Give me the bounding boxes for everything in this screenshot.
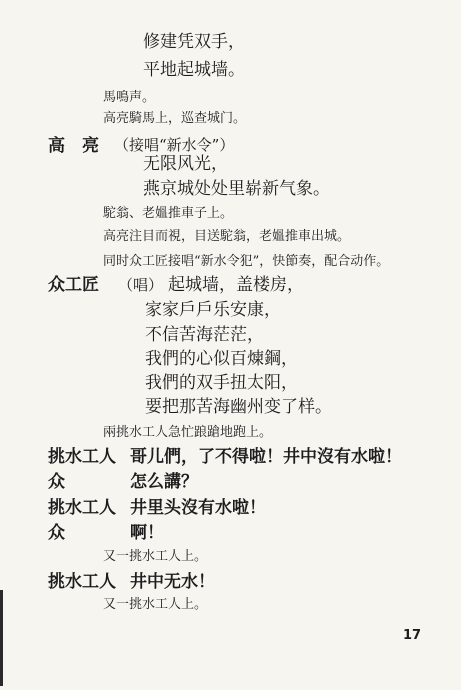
speaker-name: 挑水工人 <box>48 572 116 592</box>
verse-line: 无限风光， <box>143 154 228 174</box>
dialogue-line: 哥儿們，了不得啦！井中沒有水啦！ <box>130 447 402 467</box>
verse-line: 不信苦海茫茫， <box>145 325 264 345</box>
verse-line: 要把那苦海幽州变了样。 <box>145 397 332 417</box>
verse-line: 燕京城处处里崭新气象。 <box>143 179 330 199</box>
speaker-name: 众 <box>48 472 65 492</box>
verse-line: 平地起城墙。 <box>143 60 245 80</box>
stage-direction: 又一挑水工人上。 <box>103 597 208 612</box>
verse-line: 修建凭双手， <box>143 32 245 52</box>
verse-line: 我們的双手扭太阳， <box>145 373 298 393</box>
verse-line: 起城墙，盖楼房， <box>168 275 304 295</box>
dialogue-line: 怎么講？ <box>130 472 198 492</box>
dialogue-line: 井中无水！ <box>130 572 215 592</box>
stage-direction: 馬鳴声。 <box>103 90 156 105</box>
singing-cue: （接唱“新水令”） <box>114 136 235 154</box>
stage-direction: 高亮注目而視，目送駝翁，老媼推車出城。 <box>103 229 351 244</box>
speaker-name: 众工匠 <box>48 275 99 295</box>
verse-line: 我們的心似百煉鋼， <box>145 349 298 369</box>
stage-direction: 同时众工匠接唱“新水令犯”，快節奏，配合动作。 <box>103 254 390 269</box>
stage-direction: 又一挑水工人上。 <box>103 549 208 564</box>
verse-line: 家家戶戶乐安康， <box>145 300 281 320</box>
page-edge-mark <box>0 590 3 686</box>
speaker-name: 挑水工人 <box>48 447 116 467</box>
stage-direction: 高亮騎馬上，巡查城门。 <box>103 111 247 126</box>
singing-cue: （唱） <box>118 276 164 294</box>
speaker-name: 高 亮 <box>48 136 99 156</box>
page-number: 17 <box>403 628 422 643</box>
stage-direction: 駝翁、老媼推車子上。 <box>103 206 234 221</box>
speaker-name: 众 <box>48 523 65 543</box>
speaker-name: 挑水工人 <box>48 498 116 518</box>
stage-direction: 兩挑水工人急忙踉蹌地跑上。 <box>103 425 273 440</box>
dialogue-line: 啊！ <box>130 523 164 543</box>
dialogue-line: 井里头沒有水啦！ <box>130 498 266 518</box>
